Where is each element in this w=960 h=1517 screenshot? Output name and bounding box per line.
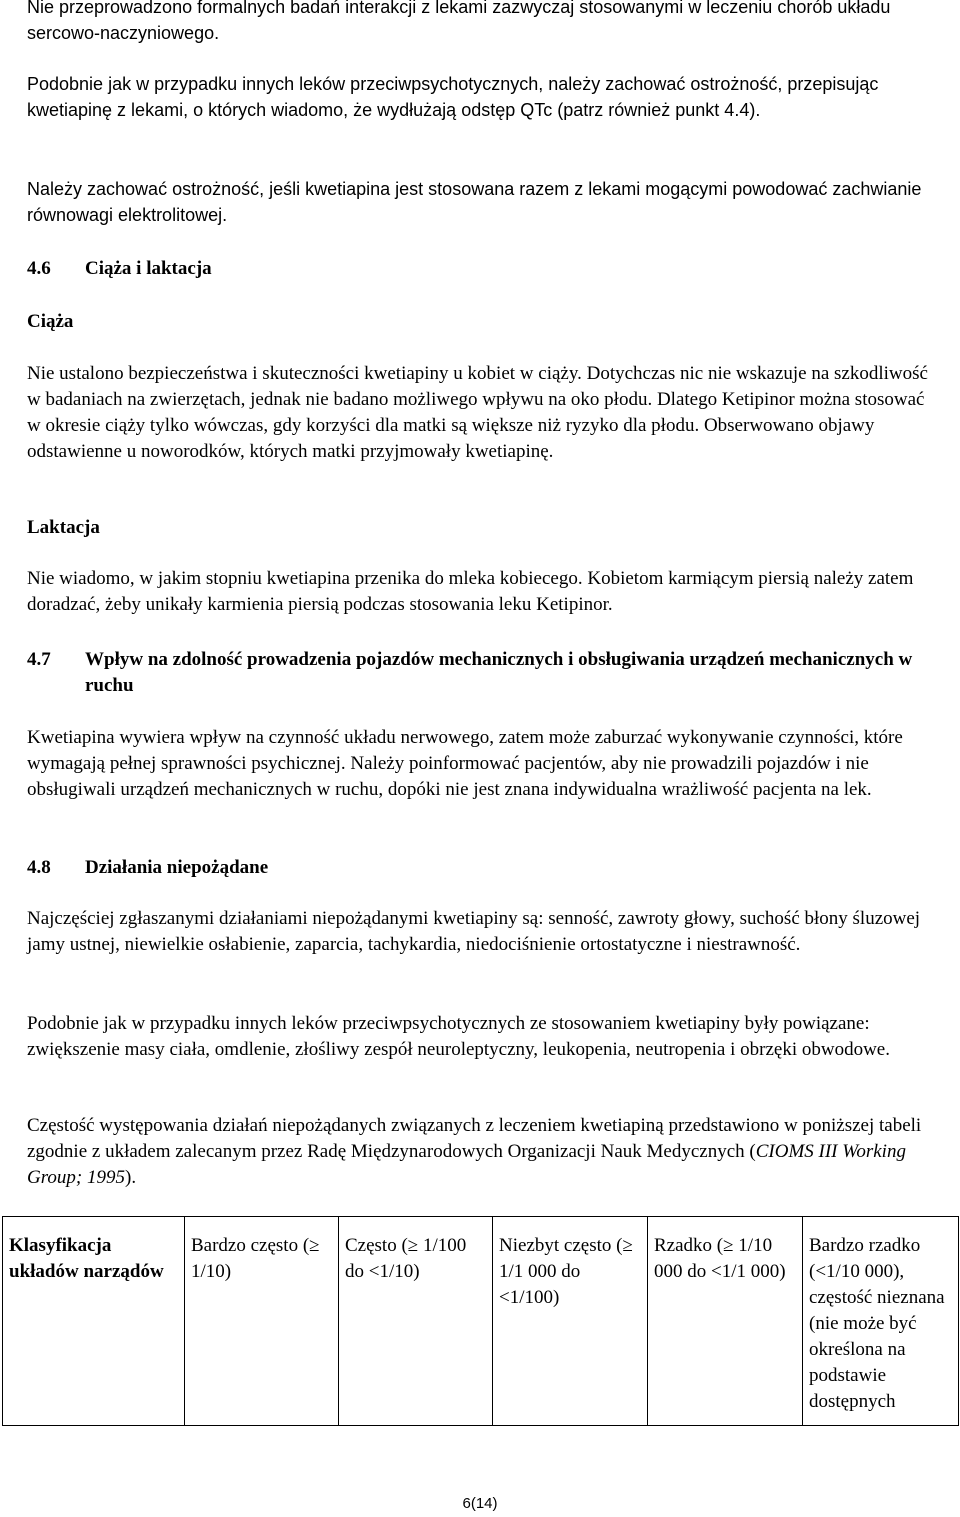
paragraph-interactions-cardio: Nie przeprowadzono formalnych badań interakcji z lekami zazwyczaj stosowanymi w leczeniu chorób układu sercowo-naczyniowego. [27,0,891,43]
table-header-very-rare: Bardzo rzadko (<1/10 000), częstość nieznana (nie może być określona na podstawie dostępnych [803,1217,959,1426]
table-header-very-common: Bardzo często (≥ 1/10) [185,1217,339,1426]
frequency-intro-text: Częstość występowania działań niepożądanych związanych z leczeniem kwetiapiną przedstawiono w poniższej tabeli zgodnie z układem zalecanym przez Radę Międzynarodowych Organizacji Nauk Medycznych ( [27,1115,922,1162]
section-heading-4-7 [27,647,927,699]
table-header-rare: Rzadko (≥ 1/10 000 do <1/1 000) [648,1217,803,1426]
table-header-uncommon: Niezbyt często (≥ 1/1 000 do <1/100) [493,1217,648,1426]
cioms-reference: CIOMS III Working Group; 1995 [27,1141,906,1188]
section-number: 4.6 [27,258,51,279]
paragraph-electrolyte-caution: Należy zachować ostrożność, jeśli kwetiapina jest stosowana razem z lekami mogącymi powodować zachwianie równowagi elektrolitowej. [27,179,922,225]
frequency-intro-end: ). [125,1167,137,1188]
section-number: 4.8 [27,857,51,878]
page-number: 6(14) [462,1495,498,1512]
section-heading-4-6 [27,256,212,282]
section-title: Wpływ na zdolność prowadzenia pojazdów mechanicznych i obsługiwania urządzeń mechanicznych w ruchu [85,649,913,696]
paragraph-driving: Kwetiapina wywiera wpływ na czynność układu nerwowego, zatem może zaburzać wykonywanie czynności, które wymagają pełnej sprawności psychicznej. Należy poinformować pacjentów, aby nie prowadzili pojazdów i nie obsługiwali urządzeń mechanicznych w ruchu, dopóki nie jest znana indywidualna wrażliwość pacjenta na lek. [27,727,903,800]
section-number: 4.7 [27,649,51,670]
paragraph-frequency-intro [27,1113,942,1191]
paragraph-antipsychotic-adverse: Podobnie jak w przypadku innych leków przeciwpsychotycznych ze stosowaniem kwetiapiny były powiązane: zwiększenie masy ciała, omdlenie, złośliwy zespół neuroleptyczny, leukopenia, neutropenia i obrzęki obwodowe. [27,1013,890,1060]
subheading-lactation: Laktacja [27,517,100,538]
subheading-pregnancy: Ciąża [27,311,74,332]
table-header-row [3,1217,959,1426]
table-header-common: Często (≥ 1/100 do <1/10) [339,1217,493,1426]
adverse-reactions-table [2,1216,959,1426]
section-title: Ciąża i laktacja [85,258,212,279]
paragraph-lactation: Nie wiadomo, w jakim stopniu kwetiapina przenika do mleka kobiecego. Kobietom karmiącym piersią należy zatem doradzać, żeby unikały karmienia piersią podczas stosowania leku Ketipinor. [27,568,914,615]
section-title: Działania niepożądane [85,857,269,878]
section-heading-4-8 [27,855,268,881]
table-header-organ-class: Klasyfikacja układów narządów [3,1217,185,1426]
paragraph-pregnancy: Nie ustalono bezpieczeństwa i skuteczności kwetiapiny u kobiet w ciąży. Dotychczas nic nie wskazuje na szkodliwość w badaniach na zwierzętach, jednak nie badano możliwego wpływu na oko płodu. Dlatego Ketipinor można stosować w okresie ciąży tylko wówczas, gdy korzyści dla matki są większe niż ryzyko dla płodu. Obserwowano objawy odstawienne u noworodków, których matki przyjmowały kwetiapinę. [27,363,928,462]
paragraph-common-adverse: Najczęściej zgłaszanymi działaniami niepożądanymi kwetiapiny są: senność, zawroty głowy, suchość błony śluzowej jamy ustnej, niewielkie osłabienie, zaparcia, tachykardia, niedociśnienie ortostatyczne i niestrawność. [27,908,921,955]
paragraph-qtc-caution: Podobnie jak w przypadku innych leków przeciwpsychotycznych, należy zachować ostrożność, przepisując kwetiapinę z lekami, o których wiadomo, że wydłużają odstęp QTc (patrz również punkt 4.4). [27,74,879,120]
